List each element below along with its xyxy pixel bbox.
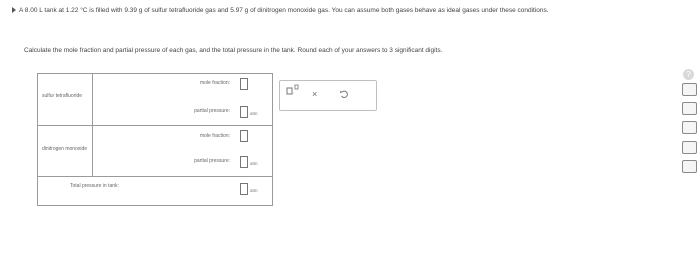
- table-divider: [38, 176, 272, 177]
- answer-tools-panel: [279, 80, 377, 111]
- answer-table: [37, 73, 273, 206]
- prompt-text: A 8.00 L tank at 1.22 °C is filled with 9.39 g of sulfur tetrafluoride gas and 5.97 g of dinitrogen monoxide gas. You can assume both gases behave as ideal gases under these conditions.: [19, 7, 549, 14]
- calculator-icon[interactable]: [682, 83, 697, 96]
- periodic-table-icon[interactable]: [682, 141, 697, 154]
- clear-button[interactable]: ×: [312, 89, 318, 99]
- gas-name-sulfur-tetrafluoride: sulfur tetrafluoride: [42, 93, 83, 99]
- mole-fraction-label: mole fraction:: [199, 133, 230, 139]
- unit-label: atm: [250, 161, 258, 166]
- total-pressure-label: Total pressure in tank:: [70, 183, 119, 189]
- table-icon[interactable]: [682, 102, 697, 115]
- gas-name-dinitrogen-monoxide: dinitrogen monoxide: [42, 146, 88, 152]
- mole-fraction-label: mole fraction:: [199, 80, 230, 86]
- table-divider: [38, 125, 272, 126]
- svg-text:.: .: [293, 90, 295, 96]
- mole-fraction-input-dinitrogen-monoxide[interactable]: [240, 130, 248, 142]
- total-pressure-input[interactable]: [240, 183, 248, 195]
- flask-icon[interactable]: [682, 121, 697, 134]
- undo-icon[interactable]: [339, 89, 349, 99]
- x10-superscript-icon[interactable]: [286, 84, 300, 96]
- partial-pressure-input-dinitrogen-monoxide[interactable]: [240, 156, 248, 168]
- unit-label: atm: [250, 188, 258, 193]
- mole-fraction-input-sulfur-tetrafluoride[interactable]: [240, 78, 248, 90]
- question-instruction: Calculate the mole fraction and partial pressure of each gas, and the total pressure in the tank. Round each of your answers to 3 significant digits.: [24, 47, 443, 54]
- question-prompt: [12, 6, 632, 15]
- unit-label: atm: [250, 111, 258, 116]
- partial-pressure-input-sulfur-tetrafluoride[interactable]: [240, 106, 248, 118]
- partial-pressure-label: partial pressure:: [194, 158, 230, 164]
- right-sidebar: [678, 0, 700, 261]
- grid-icon[interactable]: [682, 160, 697, 173]
- expand-arrow-icon[interactable]: [12, 7, 16, 13]
- partial-pressure-label: partial pressure:: [194, 108, 230, 114]
- help-icon[interactable]: ?: [683, 69, 694, 80]
- table-column-divider: [92, 74, 93, 176]
